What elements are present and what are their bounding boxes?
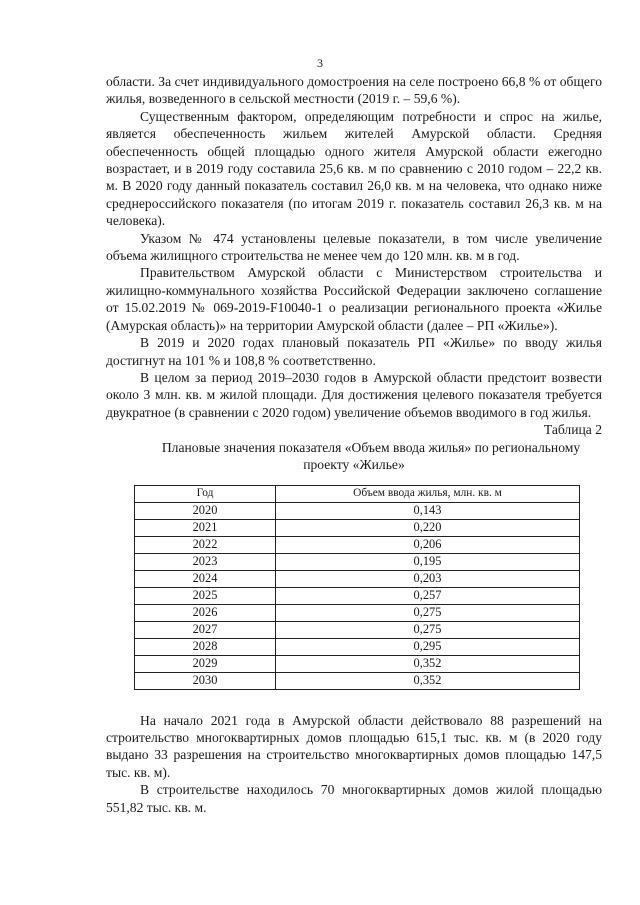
cell-year: 2027 xyxy=(135,621,276,638)
table-row xyxy=(135,570,580,587)
cell-year: 2030 xyxy=(135,672,276,689)
document-body xyxy=(106,73,602,816)
paragraph-6: В целом за период 2019–2030 годов в Амурской области предстоит возвести около 3 млн. кв. м жилой площади. Для достижения целевого показателя требуется двукратное (в сравнении с 2020 годом) увеличение объемов вводимого в год жилья. xyxy=(106,369,602,420)
cell-year: 2029 xyxy=(135,655,276,672)
cell-year: 2028 xyxy=(135,638,276,655)
paragraph-5: В 2019 и 2020 годах плановый показатель РП «Жилье» по вводу жилья достигнут на 101 % и 108,8 % соответственно. xyxy=(106,335,602,368)
cell-volume: 0,257 xyxy=(276,587,580,604)
header-volume: Объем ввода жилья, млн. кв. м xyxy=(276,485,580,502)
cell-volume: 0,195 xyxy=(276,553,580,570)
cell-year: 2024 xyxy=(135,570,276,587)
cell-volume: 0,206 xyxy=(276,536,580,553)
paragraph-3: Указом № 474 установлены целевые показатели, в том числе увеличение объема жилищного строительства не менее чем до 120 млн. кв. м в год. xyxy=(106,230,602,264)
table-row xyxy=(135,502,580,519)
table-row xyxy=(135,553,580,570)
cell-volume: 0,220 xyxy=(276,519,580,536)
paragraph-1: области. За счет индивидуального домостроения на селе построено 66,8 % от общего жилья, возведенного в сельской местности (2019 г. – 59,6 %). xyxy=(106,74,602,107)
table-label: Таблица 2 xyxy=(543,422,602,438)
table-row xyxy=(135,621,580,638)
table-row xyxy=(135,536,580,553)
header-year: Год xyxy=(135,485,276,502)
cell-year: 2022 xyxy=(135,536,276,553)
table-row xyxy=(135,655,580,672)
table-row xyxy=(135,604,580,621)
cell-year: 2021 xyxy=(135,519,276,536)
cell-year: 2026 xyxy=(135,604,276,621)
table-row xyxy=(135,672,580,689)
housing-plan-table xyxy=(134,485,580,690)
cell-volume: 0,275 xyxy=(276,621,580,638)
cell-volume: 0,143 xyxy=(276,502,580,519)
cell-volume: 0,352 xyxy=(276,655,580,672)
cell-volume: 0,203 xyxy=(276,570,580,587)
table-row xyxy=(135,638,580,655)
cell-volume: 0,275 xyxy=(276,604,580,621)
cell-year: 2020 xyxy=(135,502,276,519)
cell-volume: 0,295 xyxy=(276,638,580,655)
cell-year: 2023 xyxy=(135,553,276,570)
table-row xyxy=(135,519,580,536)
table-row xyxy=(135,587,580,604)
paragraph-4: Правительством Амурской области с Министерством строительства и жилищно-коммунального хозяйства Российской Федерации заключено соглашение от 15.02.2019 № 069-2019-F10040-1 о реализации регионального проекта «Жилье (Амурская область)» на территории Амурской области (далее – РП «Жилье»). xyxy=(106,265,602,333)
paragraph-7: На начало 2021 года в Амурской области действовало 88 разрешений на строительство многоквартирных домов площадью 615,1 тыс. кв. м (в 2020 году выдано 33 разрешения на строительство многоквартирных домов площадью 147,5 тыс. кв. м). xyxy=(106,712,602,780)
after-table-text xyxy=(106,712,602,816)
paragraph-2: Существенным фактором, определяющим потребности и спрос на жилье, является обеспеченность жильем жителей Амурской области. Средняя обеспеченность общей площадью одного жителя Амурской области ежегодно возрастает, и в 2019 году составила 25,6 кв. м по сравнению с 2010 годом – 22,2 кв. м. В 2020 году данный показатель составил 26,0 кв. м на человека, что однако ниже среднероссийского показателя (по итогам 2019 г. показатель составил 26,3 кв. м на человека). xyxy=(106,108,602,229)
cell-year: 2025 xyxy=(135,587,276,604)
paragraph-8: В строительстве находилось 70 многоквартирных домов жилой площадью 551,82 тыс. кв. м. xyxy=(106,782,602,815)
cell-volume: 0,352 xyxy=(276,672,580,689)
table-caption: Плановые значения показателя «Объем ввода жилья» по региональному проекту «Жилье» xyxy=(161,439,581,472)
table-header-row xyxy=(135,485,580,502)
page-number: 3 xyxy=(317,56,323,70)
